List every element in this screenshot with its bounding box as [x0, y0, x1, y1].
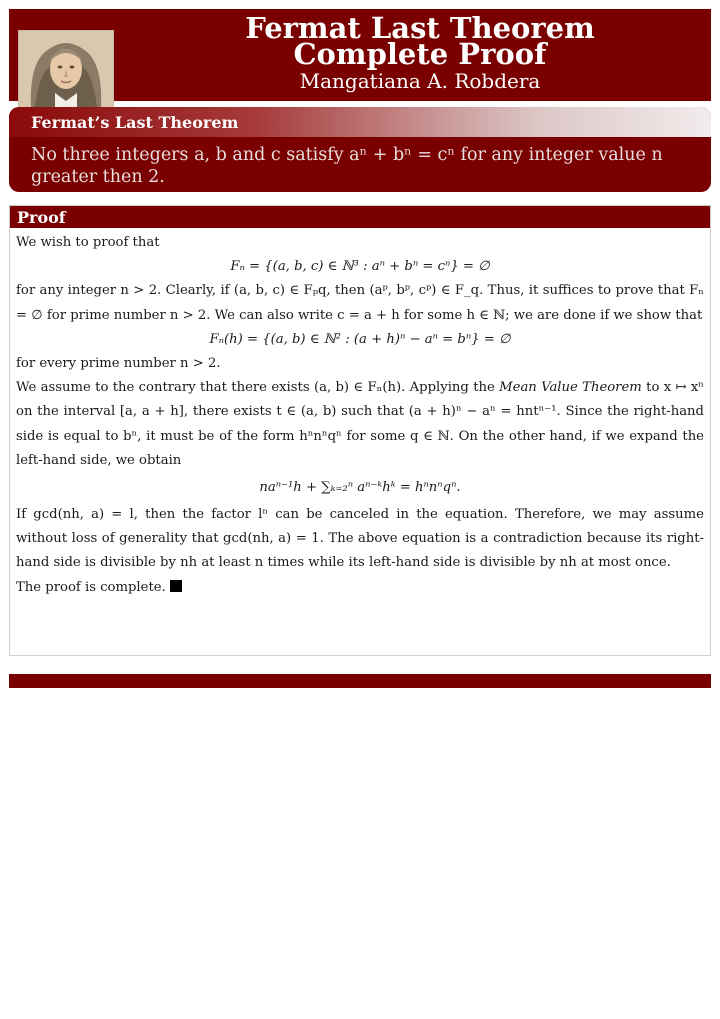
equation-1: Fₙ = {(a, b, c) ∈ ℕ³ : aⁿ + bⁿ = cⁿ} = ∅ [230, 259, 490, 275]
proof-conclusion [16, 576, 704, 600]
conclusion-text: The proof is complete. [16, 579, 166, 595]
mean-value-theorem-term: Mean Value Theorem [499, 380, 642, 396]
proof-block [9, 205, 711, 656]
poster-title-line-1: Fermat Last Theorem [245, 11, 595, 45]
theorem-title: Fermat’s Last Theorem [31, 113, 239, 132]
author-name: Mangatiana A. Robdera [299, 69, 541, 93]
proof-body [16, 231, 704, 600]
proof-paragraph-2: for every prime number n > 2. [16, 356, 221, 372]
poster-title-line-2: Complete Proof [293, 37, 547, 71]
proof-paragraph-3 [16, 376, 704, 473]
proof-title: Proof [17, 208, 66, 227]
equation-2: Fₙ(h) = {(a, b) ∈ ℕ² : (a + h)ⁿ − aⁿ = bⁿ} = ∅ [209, 331, 511, 347]
proof-intro: We wish to proof that [16, 235, 160, 250]
portrait-icon [18, 30, 114, 108]
theorem-statement: No three integers a, b and c satisfy aⁿ + bⁿ = cⁿ for any integer value n greater then 2. [31, 145, 663, 187]
proof-header [10, 206, 710, 228]
proof-paragraph-3-end: to x ↦ xⁿ on the interval [a, a + h], there exists t ∈ (a, b) such that (a + h)ⁿ − aⁿ = hntⁿ⁻¹. Since the right-hand side is equal to bⁿ, it must be of the form hⁿnⁿqⁿ for some q ∈ ℕ. On the other hand, if we expand the left-hand side, we obtain [16, 380, 704, 468]
proof-paragraph-1: for any integer n > 2. Clearly, if (a, b, c) ∈ Fₚq, then (aᵖ, bᵖ, cᵖ) ∈ F_q. Thus, it suffices to prove that Fₙ = ∅ for prime number n > 2. We can also write c = a + h for some h ∈ ℕ; we are done if we show that [16, 283, 704, 323]
theorem-block [9, 107, 711, 192]
footer-bar [9, 674, 711, 688]
proof-paragraph-3-start: We assume to the contrary that there exists (a, b) ∈ Fₙ(h). Applying the [16, 380, 495, 396]
equation-3: naⁿ⁻¹h + ∑ₖ₌₂ⁿ aⁿ⁻ᵏhᵏ = hⁿnⁿqⁿ. [259, 480, 461, 496]
proof-paragraph-4: If gcd(nh, a) = l, then the factor lⁿ can be canceled in the equation. Therefore, we may assume without loss of generality that gcd(nh, a) = 1. The above equation is a contradiction because its right-hand side is divisible by nh at least n times while its left-hand side is divisible by nh at most once. [16, 507, 704, 571]
qed-square-icon [170, 580, 182, 592]
